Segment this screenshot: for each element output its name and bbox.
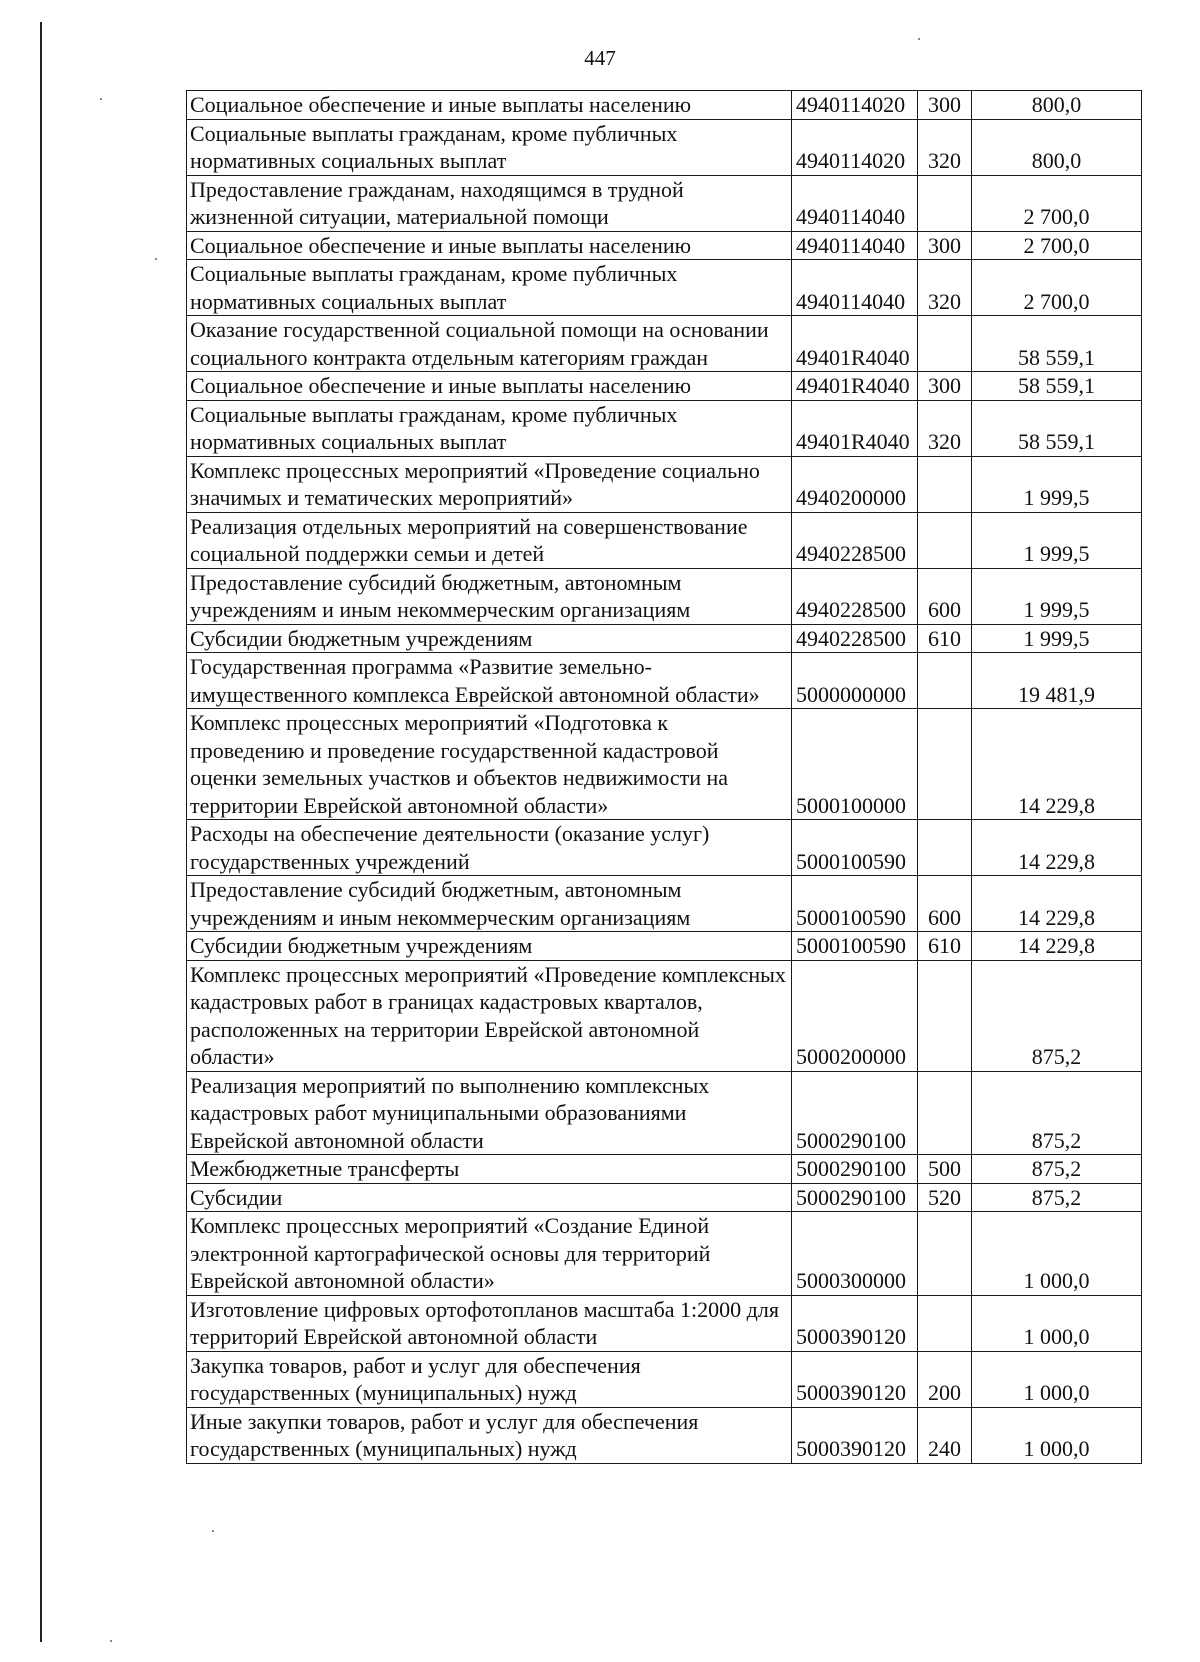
expense-type-code-cell: 520 [918,1183,972,1212]
table-row [187,372,1142,401]
amount-cell: 1 999,5 [972,568,1142,624]
expense-type-code-cell [918,316,972,372]
amount-cell: 1 999,5 [972,512,1142,568]
amount-cell: 1 000,0 [972,1212,1142,1296]
target-article-code-cell: 4940114040 [792,231,918,260]
expense-type-code-cell: 500 [918,1155,972,1184]
target-article-code-cell: 5000100590 [792,820,918,876]
target-article-code-cell: 5000290100 [792,1183,918,1212]
target-article-code-cell: 5000100000 [792,709,918,820]
target-article-code-cell: 4940114040 [792,175,918,231]
target-article-code-cell: 4940200000 [792,456,918,512]
amount-cell: 2 700,0 [972,231,1142,260]
expense-type-code-cell: 610 [918,624,972,653]
target-article-code-cell: 4940228500 [792,512,918,568]
expense-name-cell: Социальное обеспечение и иные выплаты населению [187,91,792,120]
amount-cell: 800,0 [972,119,1142,175]
amount-cell: 2 700,0 [972,260,1142,316]
target-article-code-cell: 5000100590 [792,876,918,932]
target-article-code-cell: 4940114020 [792,119,918,175]
expense-name-cell: Межбюджетные трансферты [187,1155,792,1184]
amount-cell: 875,2 [972,1071,1142,1155]
expense-name-cell: Социальное обеспечение и иные выплаты населению [187,231,792,260]
expense-type-code-cell: 320 [918,260,972,316]
scan-speck [155,258,157,260]
expense-type-code-cell: 600 [918,568,972,624]
expense-type-code-cell [918,512,972,568]
amount-cell: 1 999,5 [972,456,1142,512]
target-article-code-cell: 5000390120 [792,1295,918,1351]
table-row [187,1407,1142,1463]
table-row [187,932,1142,961]
target-article-code-cell: 5000290100 [792,1155,918,1184]
expense-type-code-cell [918,709,972,820]
expense-name-cell: Социальные выплаты гражданам, кроме публичных нормативных социальных выплат [187,119,792,175]
target-article-code-cell: 49401R4040 [792,400,918,456]
expense-type-code-cell [918,1295,972,1351]
amount-cell: 875,2 [972,1183,1142,1212]
expense-type-code-cell [918,1212,972,1296]
table-row [187,260,1142,316]
table-row [187,1351,1142,1407]
target-article-code-cell: 4940114040 [792,260,918,316]
amount-cell: 58 559,1 [972,316,1142,372]
target-article-code-cell: 5000200000 [792,960,918,1071]
expense-type-code-cell: 200 [918,1351,972,1407]
amount-cell: 800,0 [972,91,1142,120]
table-row [187,960,1142,1071]
expense-type-code-cell: 300 [918,91,972,120]
table-row [187,709,1142,820]
page-binding-line [40,22,42,1642]
expense-type-code-cell [918,175,972,231]
expense-name-cell: Реализация мероприятий по выполнению комплексных кадастровых работ муниципальными образованиями Еврейской автономной области [187,1071,792,1155]
table-row [187,1212,1142,1296]
target-article-code-cell: 4940228500 [792,624,918,653]
expense-name-cell: Комплекс процессных мероприятий «Подготовка к проведению и проведение государственной кадастровой оценки земельных участков и объектов недвижимости на территории Еврейской автономной области» [187,709,792,820]
expense-name-cell: Изготовление цифровых ортофотопланов масштаба 1:2000 для территорий Еврейской автономной области [187,1295,792,1351]
target-article-code-cell: 5000000000 [792,653,918,709]
expense-type-code-cell: 610 [918,932,972,961]
expense-type-code-cell [918,1071,972,1155]
table-row [187,820,1142,876]
table-row [187,653,1142,709]
expense-type-code-cell: 300 [918,372,972,401]
expense-name-cell: Комплекс процессных мероприятий «Проведение комплексных кадастровых работ в границах кадастровых кварталов, расположенных на территории Еврейской автономной области» [187,960,792,1071]
expense-name-cell: Социальные выплаты гражданам, кроме публичных нормативных социальных выплат [187,400,792,456]
table-row [187,231,1142,260]
expense-name-cell: Закупка товаров, работ и услуг для обеспечения государственных (муниципальных) нужд [187,1351,792,1407]
expense-name-cell: Расходы на обеспечение деятельности (оказание услуг) государственных учреждений [187,820,792,876]
expense-type-code-cell: 320 [918,400,972,456]
table-row [187,1071,1142,1155]
expense-name-cell: Социальные выплаты гражданам, кроме публичных нормативных социальных выплат [187,260,792,316]
expense-name-cell: Субсидии бюджетным учреждениям [187,624,792,653]
amount-cell: 1 000,0 [972,1295,1142,1351]
expense-name-cell: Реализация отдельных мероприятий на совершенствование социальной поддержки семьи и детей [187,512,792,568]
expense-name-cell: Социальное обеспечение и иные выплаты населению [187,372,792,401]
budget-table [186,90,1142,1464]
expense-name-cell: Комплекс процессных мероприятий «Создание Единой электронной картографической основы для территорий Еврейской автономной области» [187,1212,792,1296]
table-row [187,456,1142,512]
amount-cell: 58 559,1 [972,400,1142,456]
amount-cell: 14 229,8 [972,932,1142,961]
expense-name-cell: Субсидии бюджетным учреждениям [187,932,792,961]
table-row [187,1295,1142,1351]
target-article-code-cell: 4940228500 [792,568,918,624]
amount-cell: 2 700,0 [972,175,1142,231]
target-article-code-cell: 49401R4040 [792,316,918,372]
scan-speck [212,1530,214,1532]
amount-cell: 875,2 [972,1155,1142,1184]
expense-type-code-cell: 240 [918,1407,972,1463]
scan-speck [110,1640,112,1642]
expense-name-cell: Субсидии [187,1183,792,1212]
expense-name-cell: Комплекс процессных мероприятий «Проведение социально значимых и тематических мероприятий» [187,456,792,512]
expense-type-code-cell: 300 [918,231,972,260]
expense-type-code-cell [918,456,972,512]
expense-name-cell: Предоставление субсидий бюджетным, автономным учреждениям и иным некоммерческим организациям [187,876,792,932]
expense-name-cell: Предоставление гражданам, находящимся в трудной жизненной ситуации, материальной помощи [187,175,792,231]
amount-cell: 14 229,8 [972,709,1142,820]
amount-cell: 19 481,9 [972,653,1142,709]
table-row [187,316,1142,372]
target-article-code-cell: 5000390120 [792,1351,918,1407]
scan-speck [918,38,920,40]
table-row [187,1155,1142,1184]
target-article-code-cell: 5000390120 [792,1407,918,1463]
table-row [187,91,1142,120]
expense-name-cell: Иные закупки товаров, работ и услуг для обеспечения государственных (муниципальных) нужд [187,1407,792,1463]
target-article-code-cell: 49401R4040 [792,372,918,401]
table-row [187,400,1142,456]
target-article-code-cell: 5000290100 [792,1071,918,1155]
amount-cell: 1 000,0 [972,1351,1142,1407]
table-row [187,568,1142,624]
expense-name-cell: Государственная программа «Развитие земельно-имущественного комплекса Еврейской автономной области» [187,653,792,709]
expense-type-code-cell [918,653,972,709]
expense-type-code-cell: 600 [918,876,972,932]
amount-cell: 1 000,0 [972,1407,1142,1463]
expense-name-cell: Оказание государственной социальной помощи на основании социального контракта отдельным категориям граждан [187,316,792,372]
table-row [187,1183,1142,1212]
expense-name-cell: Предоставление субсидий бюджетным, автономным учреждениям и иным некоммерческим организациям [187,568,792,624]
budget-table-body [187,91,1142,1464]
expense-type-code-cell [918,820,972,876]
target-article-code-cell: 5000100590 [792,932,918,961]
table-row [187,119,1142,175]
target-article-code-cell: 4940114020 [792,91,918,120]
amount-cell: 875,2 [972,960,1142,1071]
table-row [187,512,1142,568]
table-row [187,876,1142,932]
table-row [187,624,1142,653]
expense-type-code-cell [918,960,972,1071]
table-row [187,175,1142,231]
amount-cell: 58 559,1 [972,372,1142,401]
target-article-code-cell: 5000300000 [792,1212,918,1296]
expense-type-code-cell: 320 [918,119,972,175]
page-number: 447 [584,46,616,70]
scan-speck [100,98,102,100]
amount-cell: 1 999,5 [972,624,1142,653]
amount-cell: 14 229,8 [972,820,1142,876]
amount-cell: 14 229,8 [972,876,1142,932]
